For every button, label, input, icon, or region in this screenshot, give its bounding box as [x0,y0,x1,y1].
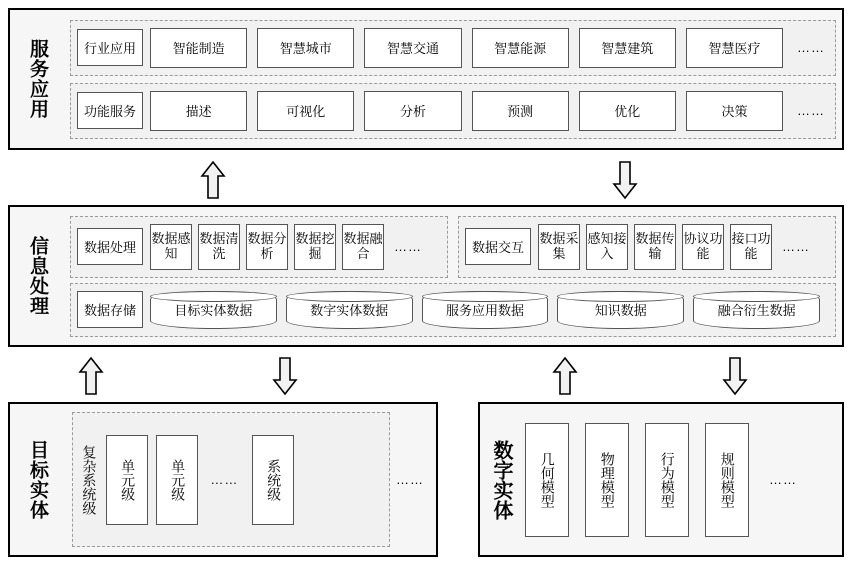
data-storage-label: 数据存储 [77,291,143,328]
storage-cell-knowledge-data-text: 知识数据 [594,303,647,318]
exchange-cell-data-collection-text: 数据采集 [539,230,579,261]
industry-row-ellipsis: …… [797,40,826,55]
entity-cell-unit-level-2[interactable] [156,435,198,525]
entity-cell-unit-level-1[interactable] [106,435,148,525]
digital-cell-rule-model[interactable] [705,423,749,537]
storage-cell-digital-entity-data-text: 数字实体数据 [310,303,389,318]
target-entity-ellipsis: …… [396,472,424,487]
industry-cell-smart-manufacturing[interactable]: 智能制造 [150,28,247,68]
digital-entity-label: 数字实体 [490,439,512,520]
processing-cell-data-analysis-text: 数据分析 [247,230,287,261]
processing-cell-data-sensing-text: 数据感知 [151,230,191,261]
storage-cell-fusion-derived-data-text: 融合衍生数据 [717,303,796,318]
exchange-cell-data-transmission[interactable] [634,224,676,270]
service-application-body [64,10,842,148]
arrow-entity-down [272,356,298,396]
data-processing-ellipsis: …… [394,239,423,254]
arrow-digital-down [722,356,748,396]
complex-system-group [72,412,390,547]
industry-cell-smart-healthcare[interactable]: 智慧医疗 [686,28,783,68]
complex-system-title: 复杂系统级 [81,444,98,515]
complex-system-ellipsis: …… [210,472,239,487]
storage-cell-fusion-derived-data[interactable] [693,291,820,329]
digital-cell-geometry-model-text: 几何模型 [539,451,556,508]
storage-cell-digital-entity-data[interactable] [286,291,413,329]
information-processing-band [8,205,844,347]
industry-cell-smart-city[interactable]: 智慧城市 [257,28,354,68]
target-entity-body [64,404,436,555]
storage-cell-service-application-data-text: 服务应用数据 [446,303,525,318]
data-exchange-ellipsis: …… [782,239,811,254]
information-processing-label: 信息处理 [26,236,48,316]
function-cell-optimization[interactable]: 优化 [579,91,676,131]
digital-cell-geometry-model[interactable] [525,423,569,537]
exchange-cell-sensing-access-text: 感知接入 [587,230,627,261]
arrow-digital-up [552,356,578,396]
processing-cell-data-analysis[interactable] [246,224,288,270]
processing-cell-data-mining-text: 数据挖掘 [295,230,335,261]
entity-cell-system-level[interactable] [252,435,294,525]
service-application-label: 服务应用 [26,39,48,119]
information-processing-body [64,207,842,345]
entity-cell-unit-level-2-text: 单元级 [170,458,187,501]
function-cell-description[interactable]: 描述 [150,91,247,131]
digital-cell-behavior-model-text: 行为模型 [659,451,676,508]
target-entity-label: 目标实体 [26,439,48,520]
service-application-band [8,8,844,150]
processing-cell-data-cleaning[interactable] [198,224,240,270]
entity-cell-system-level-text: 系统级 [266,458,283,501]
arrow-entity-up [78,356,104,396]
function-cell-prediction[interactable]: 预测 [472,91,569,131]
digital-cell-rule-model-text: 规则模型 [719,451,736,508]
processing-cell-data-fusion-text: 数据融合 [343,230,383,261]
exchange-cell-interface-function-text: 接口功能 [731,230,771,261]
processing-cell-data-cleaning-text: 数据清洗 [199,230,239,261]
processing-cell-data-mining[interactable] [294,224,336,270]
storage-cell-target-entity-data[interactable] [150,291,277,329]
entity-cell-unit-level-1-text: 单元级 [120,458,137,501]
exchange-cell-protocol-function-text: 协议功能 [683,230,723,261]
digital-entity-ellipsis: …… [769,472,797,487]
data-storage-row [70,283,836,337]
exchange-cell-interface-function[interactable] [730,224,772,270]
processing-cell-data-fusion[interactable] [342,224,384,270]
exchange-cell-sensing-access[interactable] [586,224,628,270]
digital-cell-physics-model[interactable] [585,423,629,537]
function-cell-decision[interactable]: 决策 [686,91,783,131]
arrow-service-down [612,160,638,200]
digital-cell-behavior-model[interactable] [645,423,689,537]
function-cell-visualization[interactable]: 可视化 [257,91,354,131]
storage-cell-knowledge-data[interactable] [557,291,684,329]
info-top-groups [70,216,836,278]
processing-cell-data-sensing[interactable] [150,224,192,270]
data-exchange-group [458,216,836,278]
functional-service-row [70,83,836,139]
target-entity-band [8,402,438,557]
exchange-cell-data-collection[interactable] [538,224,580,270]
digital-entity-band [478,402,844,557]
data-processing-group [70,216,448,278]
industry-cell-smart-building[interactable]: 智慧建筑 [579,28,676,68]
data-processing-label: 数据处理 [77,228,143,265]
data-exchange-label: 数据交互 [465,228,531,265]
storage-cell-service-application-data[interactable] [422,291,549,329]
industry-cell-smart-energy[interactable]: 智慧能源 [472,28,569,68]
exchange-cell-protocol-function[interactable] [682,224,724,270]
digital-cell-physics-model-text: 物理模型 [599,451,616,508]
exchange-cell-data-transmission-text: 数据传输 [635,230,675,261]
functional-service-row-label: 功能服务 [77,92,143,129]
industry-application-row-label: 行业应用 [77,29,143,66]
function-row-ellipsis: …… [797,103,826,118]
arrow-service-up [200,160,226,200]
function-cell-analysis[interactable]: 分析 [364,91,461,131]
industry-cell-smart-transport[interactable]: 智慧交通 [364,28,461,68]
industry-application-row [70,20,836,76]
storage-cell-target-entity-data-text: 目标实体数据 [174,303,253,318]
